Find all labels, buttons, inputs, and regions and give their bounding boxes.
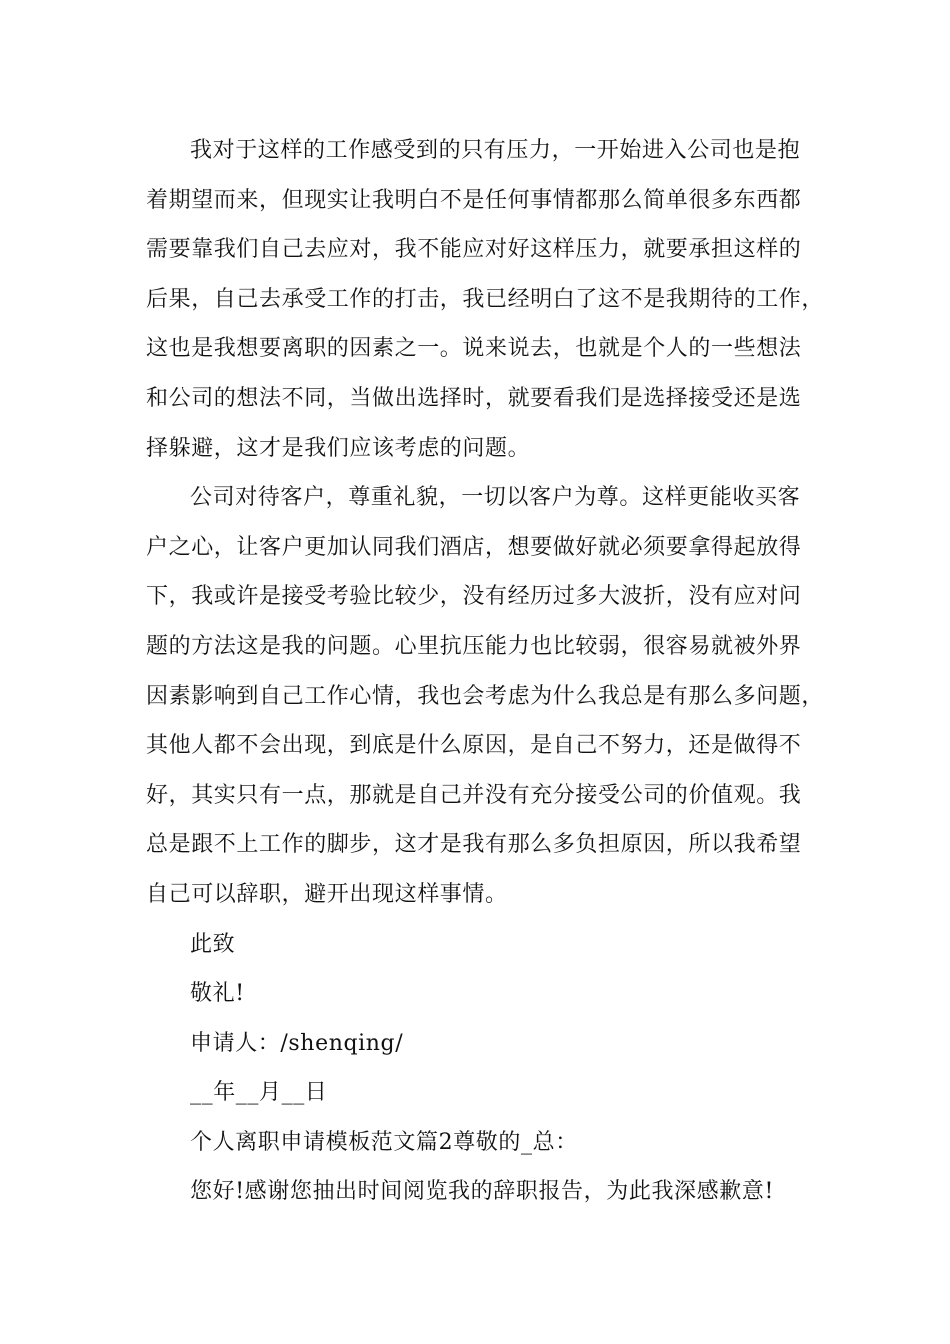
paragraph-2-line-1: 公司对待客户，尊重礼貌，一切以客户为尊。这样更能收买客: [190, 485, 801, 511]
paragraph-2-line-7: 好，其实只有一点，那就是自己并没有充分接受公司的价值观。我: [146, 782, 802, 808]
paragraph-2-line-9: 自己可以辞职，避开出现这样事情。: [146, 881, 508, 907]
paragraph-2-line-2: 户之心，让客户更加认同我们酒店，想要做好就必须要拿得起放得: [146, 534, 802, 560]
closing-regards: 敬礼!: [190, 981, 245, 1007]
paragraph-1-line-2: 着期望而来，但现实让我明白不是任何事情都那么简单很多东西都: [146, 187, 802, 213]
paragraph-1-line-7: 择躲避，这才是我们应该考虑的问题。: [146, 435, 531, 461]
body-text: [146, 126, 836, 1217]
paragraph-1-line-6: 和公司的想法不同，当做出选择时，就要看我们是选择接受还是选: [146, 385, 802, 411]
paragraph-1-line-3: 需要靠我们自己去应对，我不能应对好这样压力，就要承担这样的: [146, 237, 802, 263]
date-line: __年__月__日: [190, 1080, 328, 1106]
paragraph-2-line-5: 因素影响到自己工作心情，我也会考虑为什么我总是有那么多问题，: [146, 683, 825, 709]
paragraph-1-line-5: 这也是我想要离职的因素之一。说来说去，也就是个人的一些想法: [146, 336, 802, 362]
paragraph-2-line-4: 题的方法这是我的问题。心里抗压能力也比较弱，很容易就被外界: [146, 633, 802, 659]
applicant-line: 申请人：/shenqing/: [190, 1030, 404, 1056]
greeting-line: 您好!感谢您抽出时间阅览我的辞职报告，为此我深感歉意!: [190, 1179, 774, 1205]
paragraph-1-line-1: 我对于这样的工作感受到的只有压力，一开始进入公司也是抱: [190, 138, 801, 163]
paragraph-2-line-3: 下，我或许是接受考验比较少，没有经历过多大波折，没有应对问: [146, 584, 802, 610]
paragraph-2-line-8: 总是跟不上工作的脚步，这才是我有那么多负担原因，所以我希望: [146, 832, 802, 858]
closing-salutation: 此致: [190, 931, 236, 957]
section-heading: 个人离职申请模板范文篇2尊敬的_总：: [190, 1129, 578, 1155]
paragraph-1-line-4: 后果，自己去承受工作的打击，我已经明白了这不是我期待的工作，: [146, 286, 825, 312]
paragraph-2-line-6: 其他人都不会出现，到底是什么原因，是自己不努力，还是做得不: [146, 733, 802, 759]
